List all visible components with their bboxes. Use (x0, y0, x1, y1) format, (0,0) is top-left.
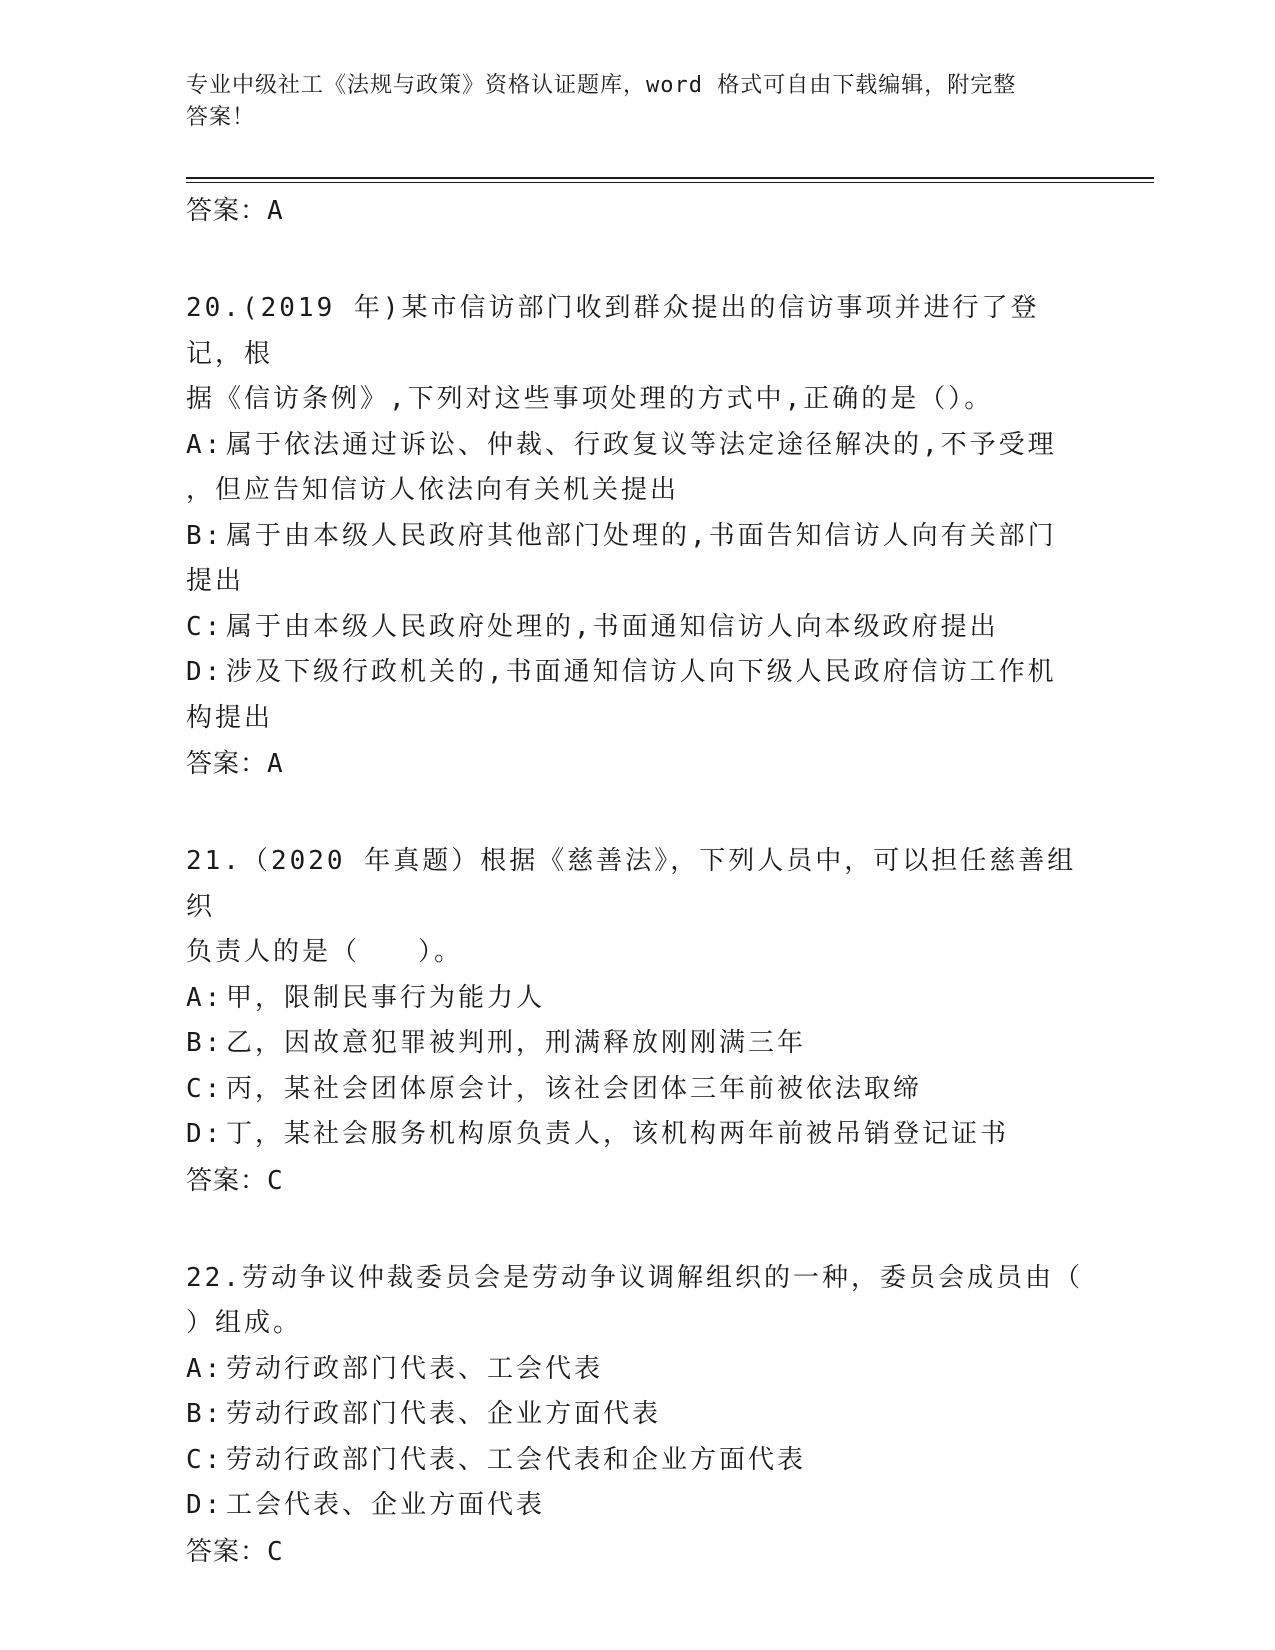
option-letter: D: (186, 1119, 224, 1149)
answer-line-19: 答案：A (186, 196, 284, 226)
option-letter: C: (186, 1073, 224, 1104)
question-stem-line: ）组成。 (186, 1308, 303, 1338)
option-a (186, 1347, 1086, 1393)
option-letter: A: (186, 429, 224, 460)
option-letter: B: (186, 1399, 224, 1429)
option-text: 甲，限制民事行为能力人 (226, 982, 546, 1013)
option-text: 工会代表、企业方面代表 (226, 1490, 546, 1520)
question-21 (186, 839, 1086, 1204)
answer-line: 答案：A (186, 749, 284, 779)
option-text: 乙，因故意犯罪被判刑，刑满释放刚刚满三年 (226, 1028, 807, 1058)
option-d (186, 1112, 1086, 1158)
option-b (186, 1021, 1086, 1067)
question-stem-line: 20.(2019 年)某市信访部门收到群众提出的信访事项并进行了登记，根 (186, 293, 1040, 369)
option-c (186, 1438, 1086, 1484)
question-stem-line: 据《信访条例》,下列对这些事项处理的方式中,正确的是（）。 (186, 384, 994, 414)
option-letter: C: (186, 1444, 224, 1475)
option-a (186, 976, 1086, 1022)
option-text: 属于由本级人民政府处理的,书面通知信访人向本级政府提出 (226, 611, 999, 642)
option-letter: A: (186, 982, 224, 1013)
option-c (186, 605, 1086, 651)
question-list (186, 188, 1086, 1575)
header-rule-thick (186, 177, 1154, 179)
question-stem-line: 22.劳动争议仲裁委员会是劳动争议调解组织的一种，委员会成员由（ (186, 1262, 1083, 1293)
option-text: 属于由本级人民政府其他部门处理的,书面告知信访人向有关部门 (226, 520, 1057, 551)
option-d-continued: 构提出 (186, 702, 274, 733)
option-text: 属于依法通过诉讼、仲裁、行政复议等法定途径解决的,不予受理 (226, 429, 1057, 460)
option-text: 丁，某社会服务机构原负责人，该机构两年前被吊销登记证书 (226, 1119, 1010, 1149)
option-text: 劳动行政部门代表、工会代表和企业方面代表 (226, 1444, 807, 1475)
option-c (186, 1067, 1086, 1113)
answer-line: 答案：C (186, 1165, 284, 1196)
page-header (186, 70, 1086, 134)
option-letter: B: (186, 520, 224, 551)
option-d (186, 650, 1086, 696)
option-b-continued: 提出 (186, 566, 245, 596)
answer-line: 答案：C (186, 1536, 284, 1567)
option-letter: A: (186, 1353, 224, 1384)
option-text: 劳动行政部门代表、企业方面代表 (226, 1399, 662, 1429)
option-d (186, 1483, 1086, 1529)
question-20 (186, 286, 1086, 787)
option-b (186, 1392, 1086, 1438)
option-text: 涉及下级行政机关的,书面通知信访人向下级人民政府信访工作机 (226, 657, 1057, 687)
option-letter: D: (186, 1490, 224, 1520)
header-rule-thin (186, 182, 1154, 183)
header-line-1: 专业中级社工《法规与政策》资格认证题库，word 格式可自由下载编辑，附完整 (186, 73, 1017, 98)
option-text: 劳动行政部门代表、工会代表 (226, 1353, 604, 1384)
question-stem-line: 21.（2020 年真题）根据《慈善法》，下列人员中，可以担任慈善组织 (186, 846, 1077, 922)
header-line-2: 答案！ (186, 105, 256, 130)
option-b (186, 514, 1086, 560)
option-letter: D: (186, 657, 224, 687)
option-letter: C: (186, 611, 224, 642)
option-a (186, 423, 1086, 469)
option-text: 丙，某社会团体原会计，该社会团体三年前被依法取缔 (226, 1073, 923, 1104)
question-22 (186, 1256, 1086, 1575)
option-letter: B: (186, 1028, 224, 1058)
question-stem-line: 负责人的是（ ）。 (186, 937, 464, 967)
option-a-continued: ，但应告知信访人依法向有关机关提出 (186, 475, 680, 505)
